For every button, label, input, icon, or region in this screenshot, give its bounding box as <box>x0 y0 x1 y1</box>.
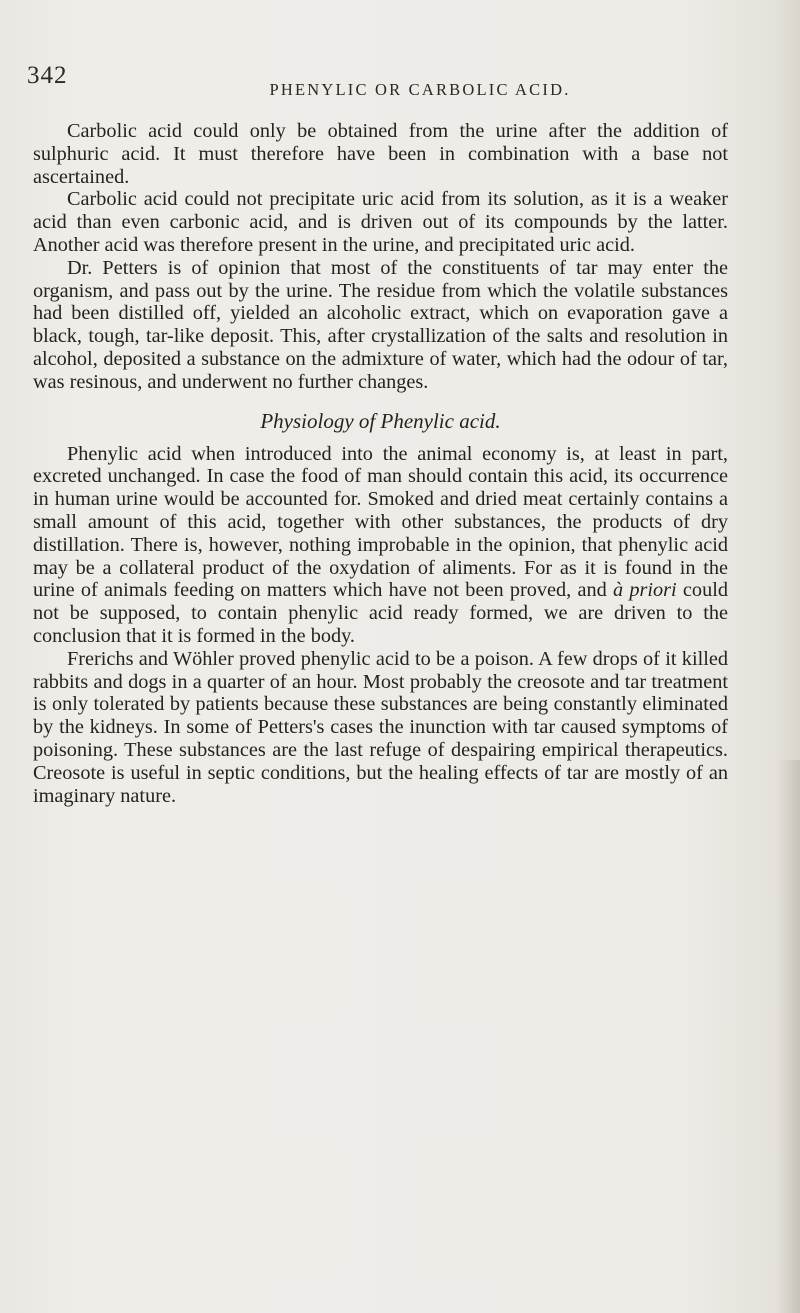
running-title: PHENYLIC OR CARBOLIC ACID. <box>269 80 571 99</box>
body-text <box>33 120 728 807</box>
paragraph-frerichs-wohler: Frerichs and Wöhler proved phenylic acid to be a poison. A few drops of it killed rabbits and dogs in a quarter of an hour. Most probably the creosote and tar treatment is only tolerated by patients because these substances are being constantly eliminated by the kidneys. In some of Petters's cases the inunction with tar caused symptoms of poisoning. These substances are the last refuge of despairing empirical therapeutics. Creosote is useful in septic conditions, but the healing effects of tar are mostly of an imaginary nature. <box>33 647 728 807</box>
paragraph-petters-opinion: Dr. Petters is of opinion that most of the constituents of tar may enter the organism, and pass out by the urine. The residue from which the volatile substances had been distilled off, yielded an alcoholic extract, which on evaporation gave a black, tough, tar-like deposit. This, after crystallization of the salts and resolution in alcohol, deposited a substance on the admixture of water, which had the odour of tar, was resinous, and underwent no further changes. <box>33 256 728 393</box>
section-heading: Physiology of Phenylic acid. <box>260 408 501 433</box>
italic-a-priori: à priori <box>612 579 677 602</box>
paragraph-phenylic-text-a: Phenylic acid when introduced into the animal economy is, at least in part, excreted unchanged. In case the food of man should contain this acid, its occurrence in human urine would be accounted for. Smoked and dried meat certainly contains a small amount of this acid, together with other substances, the products of dry distillation. There is, however, nothing improbable in the opinion, that phenylic acid may be a collateral product of the oxydation of aliments. For as it is found in the urine of animals feeding on matters which have not been proved, and <box>33 442 728 602</box>
page-edge-shadow <box>778 760 800 1313</box>
paragraph-phenylic-text-b: could not be supposed, to contain phenylic acid ready formed, we are driven to the conclusion that it is formed in the body. <box>33 579 728 647</box>
paragraph-carbolic-uric: Carbolic acid could not precipitate uric acid from its solution, as it is a weaker acid than even carbonic acid, and is driven out of its compounds by the latter. Another acid was therefore present in the urine, and precipitated uric acid. <box>33 188 728 256</box>
paragraph-carbolic-urine: Carbolic acid could only be obtained from the urine after the addition of sulphuric acid. It must therefore have been in combination with a base not ascertained. <box>33 120 728 188</box>
page-number: 342 <box>27 62 68 89</box>
paragraph-phenylic-physiology <box>33 443 728 648</box>
